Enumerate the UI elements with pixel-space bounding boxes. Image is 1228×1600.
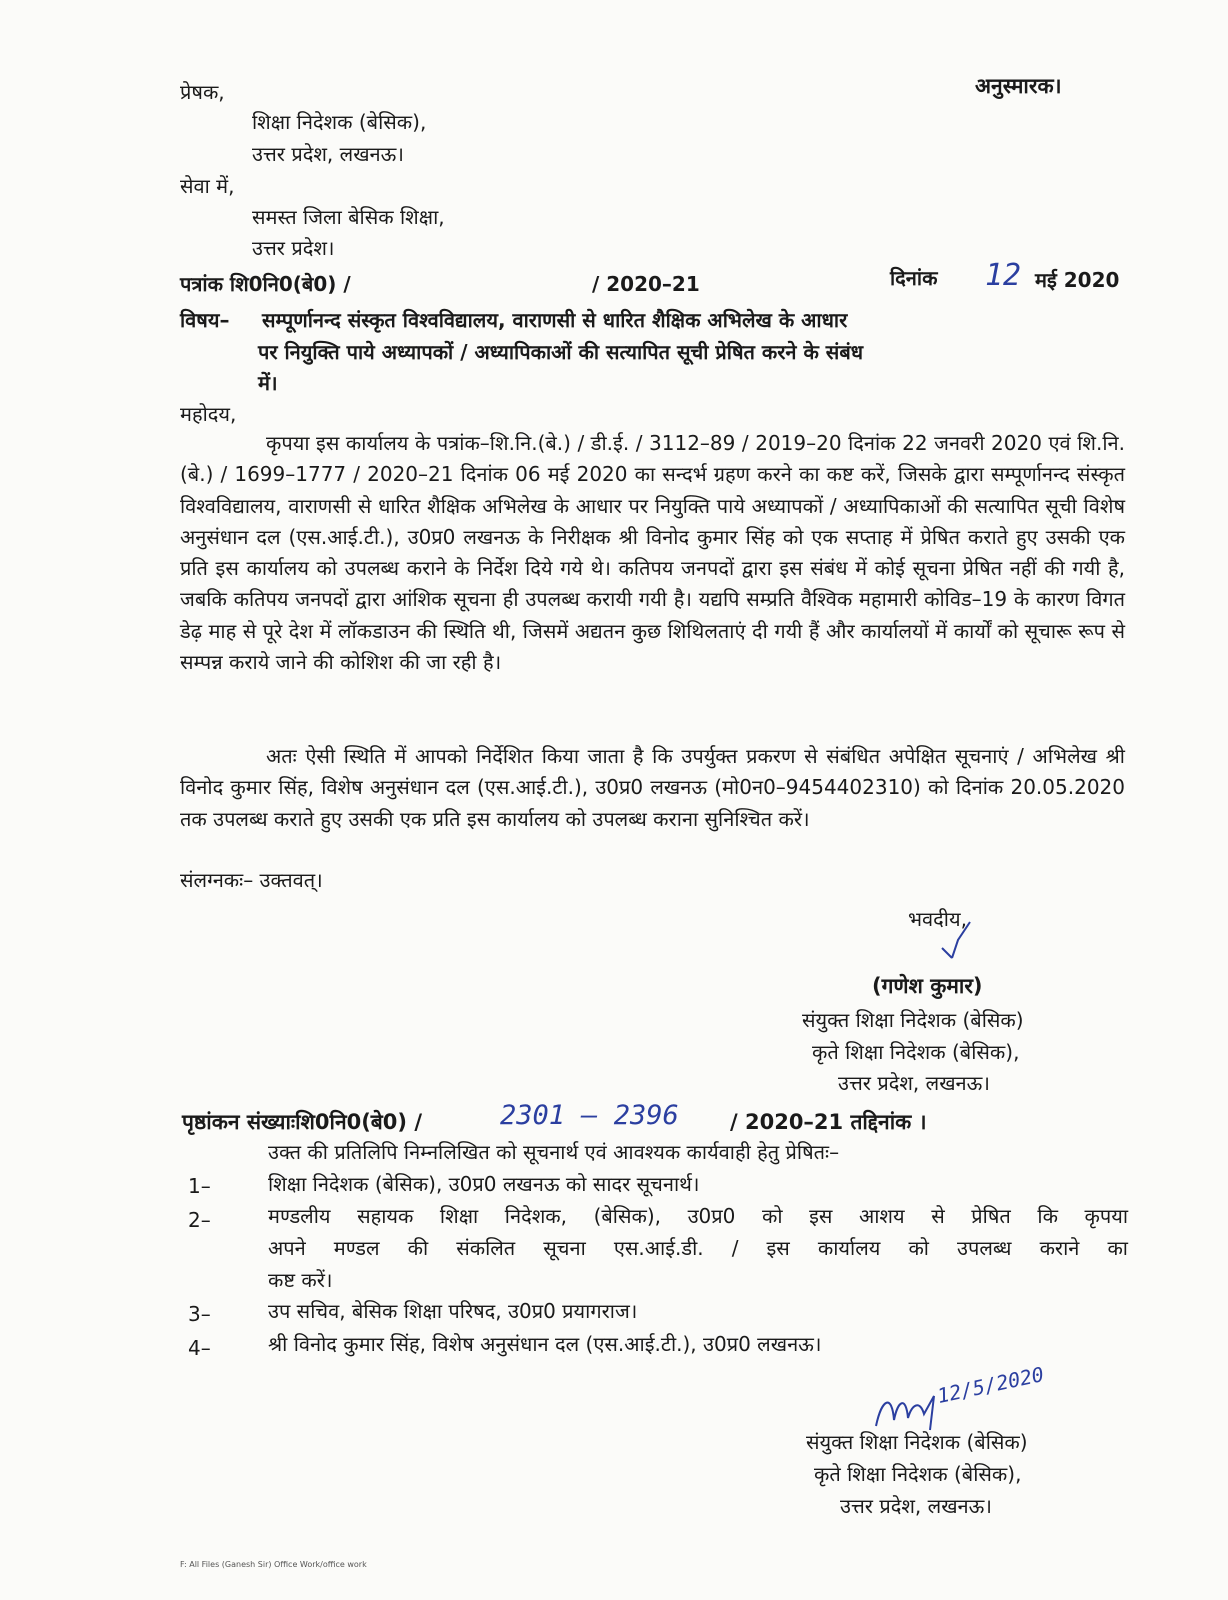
copy-item-number: 3– (188, 1302, 211, 1326)
recipient-label: सेवा में, (180, 174, 235, 198)
endorser-designation-3: उत्तर प्रदेश, लखनऊ। (840, 1494, 992, 1518)
patrank-year: / 2020–21 (592, 272, 700, 296)
date-handwritten: 12 (985, 258, 1022, 293)
reminder-label: अनुस्मारक। (975, 74, 1062, 98)
copy-item-number: 1– (188, 1174, 211, 1198)
copy-item-text: कष्ट करें। (268, 1268, 333, 1292)
signature-mark (918, 918, 978, 968)
file-path-footer: F: All Files (Ganesh Sir) Office Work/office work (180, 1560, 367, 1569)
initials-date-handwritten: 12/5/2020 (935, 1361, 1047, 1408)
subject-line-1: सम्पूर्णानन्द संस्कृत विश्वविद्यालय, वाराणसी से धारित शैक्षिक अभिलेख के आधार (262, 308, 848, 332)
closing: भवदीय, (908, 907, 967, 931)
copy-item-text: अपने मण्डल की संकलित सूचना एस.आई.डी. / इस कार्यालय को उपलब्ध कराने का (268, 1236, 1128, 1260)
copy-item-number: 4– (188, 1336, 211, 1360)
signatory-designation-3: उत्तर प्रदेश, लखनऊ। (838, 1071, 990, 1095)
endorsement-year: / 2020–21 तद्दिनांक । (730, 1110, 927, 1134)
endorser-designation-2: कृते शिक्षा निदेशक (बेसिक), (814, 1462, 1022, 1486)
copy-item-text: श्री विनोद कुमार सिंह, विशेष अनुसंधान दल (एस.आई.टी.), उ0प्र0 लखनऊ। (268, 1332, 822, 1356)
endorsement-label: पृष्ठांकन संख्याःशि0नि0(बे0) / (182, 1110, 422, 1134)
endorsement-number-handwritten: 2301 – 2396 (500, 1100, 679, 1131)
recipient-line-2: उत्तर प्रदेश। (252, 236, 335, 260)
endorser-designation-1: संयुक्त शिक्षा निदेशक (बेसिक) (806, 1430, 1028, 1454)
sender-label: प्रेषक, (180, 80, 225, 104)
subject-label: विषय– (180, 308, 230, 332)
sender-line-2: उत्तर प्रदेश, लखनऊ। (252, 142, 404, 166)
copy-item-text: शिक्षा निदेशक (बेसिक), उ0प्र0 लखनऊ को सादर सूचनार्थ। (268, 1172, 700, 1196)
signatory-designation-1: संयुक्त शिक्षा निदेशक (बेसिक) (802, 1008, 1024, 1032)
sender-line-1: शिक्षा निदेशक (बेसिक), (252, 110, 427, 134)
subject-line-2: पर नियुक्ति पाये अध्यापकों / अध्यापिकाओं की सत्यापित सूची प्रेषित करने के संबंध (258, 340, 864, 364)
date-label: दिनांक (890, 266, 938, 290)
copy-item-number: 2– (188, 1208, 211, 1232)
copy-item-text: मण्डलीय सहायक शिक्षा निदेशक, (बेसिक), उ0प्र0 को इस आशय से प्रेषित कि कृपया (268, 1204, 1128, 1228)
body-paragraph-2: अतः ऐसी स्थिति में आपको निर्देशित किया जाता है कि उपर्युक्त प्रकरण से संबंधित अपेक्षित सूचनाएं / अभिलेख श्री विनोद कुमार सिंह, विशेष अनुसंधान दल (एस.आई.टी.), उ0प्र0 लखनऊ (मो0न0–9454402310) को दिनांक 20.05.2020 तक उपलब्ध कराते हुए उसकी एक प्रति इस कार्यालय को उपलब्ध कराना सुनिश्चित करें। (180, 744, 1125, 831)
signatory-designation-2: कृते शिक्षा निदेशक (बेसिक), (812, 1040, 1020, 1064)
copy-item-text: उप सचिव, बेसिक शिक्षा परिषद, उ0प्र0 प्रयागराज। (268, 1299, 638, 1323)
body-paragraph-1: कृपया इस कार्यालय के पत्रांक–शि.नि.(बे.) / डी.ई. / 3112–89 / 2019–20 दिनांक 22 जनवरी 2020 एवं शि.नि.(बे.) / 1699–1777 / 2020–21 दिनांक 06 मई 2020 का सन्दर्भ ग्रहण करने का कष्ट करें, जिसके द्वारा सम्पूर्णानन्द संस्कृत विश्वविद्यालय, वाराणसी से धारित शैक्षिक अभिलेख के आधार पर नियुक्ति पाये अध्यापकों / अध्यापिकाओं की सत्यापित सूची विशेष अनुसंधान दल (एस.आई.टी.), उ0प्र0 लखनऊ के निरीक्षक श्री विनोद कुमार सिंह को एक सप्ताह में प्रेषित कराते हुए उसकी एक प्रति इस कार्यालय को उपलब्ध कराने के निर्देश दिये गये थे। कतिपय जनपदों द्वारा इस संबंध में कोई सूचना प्रेषित नहीं की गयी है, जबकि कतिपय जनपदों द्वारा आंशिक सूचना ही उपलब्ध करायी गयी है। यद्यपि सम्प्रति वैश्विक महामारी कोविड–19 के कारण विगत डेढ़ माह से पूरे देश में लॉकडाउन की स्थिति थी, जिसमें अद्यतन कुछ शिथिलताएं दी गयी हैं और कार्यालयों में कार्यों को सूचारू रूप से सम्पन्न कराये जाने की कोशिश की जा रही है। (180, 431, 1125, 675)
date-rest: मई 2020 (1035, 268, 1120, 292)
endorsement-intro: उक्त की प्रतिलिपि निम्नलिखित को सूचनार्थ एवं आवश्यक कार्यवाही हेतु प्रेषितः– (268, 1140, 840, 1164)
enclosure: संलग्नकः– उक्तवत्। (180, 868, 323, 892)
patrank: पत्रांक शि0नि0(बे0) / (180, 272, 351, 296)
salutation: महोदय, (180, 402, 237, 426)
signatory-name: (गणेश कुमार) (872, 974, 983, 998)
subject-line-3: में। (258, 371, 278, 395)
recipient-line-1: समस्त जिला बेसिक शिक्षा, (252, 205, 445, 229)
